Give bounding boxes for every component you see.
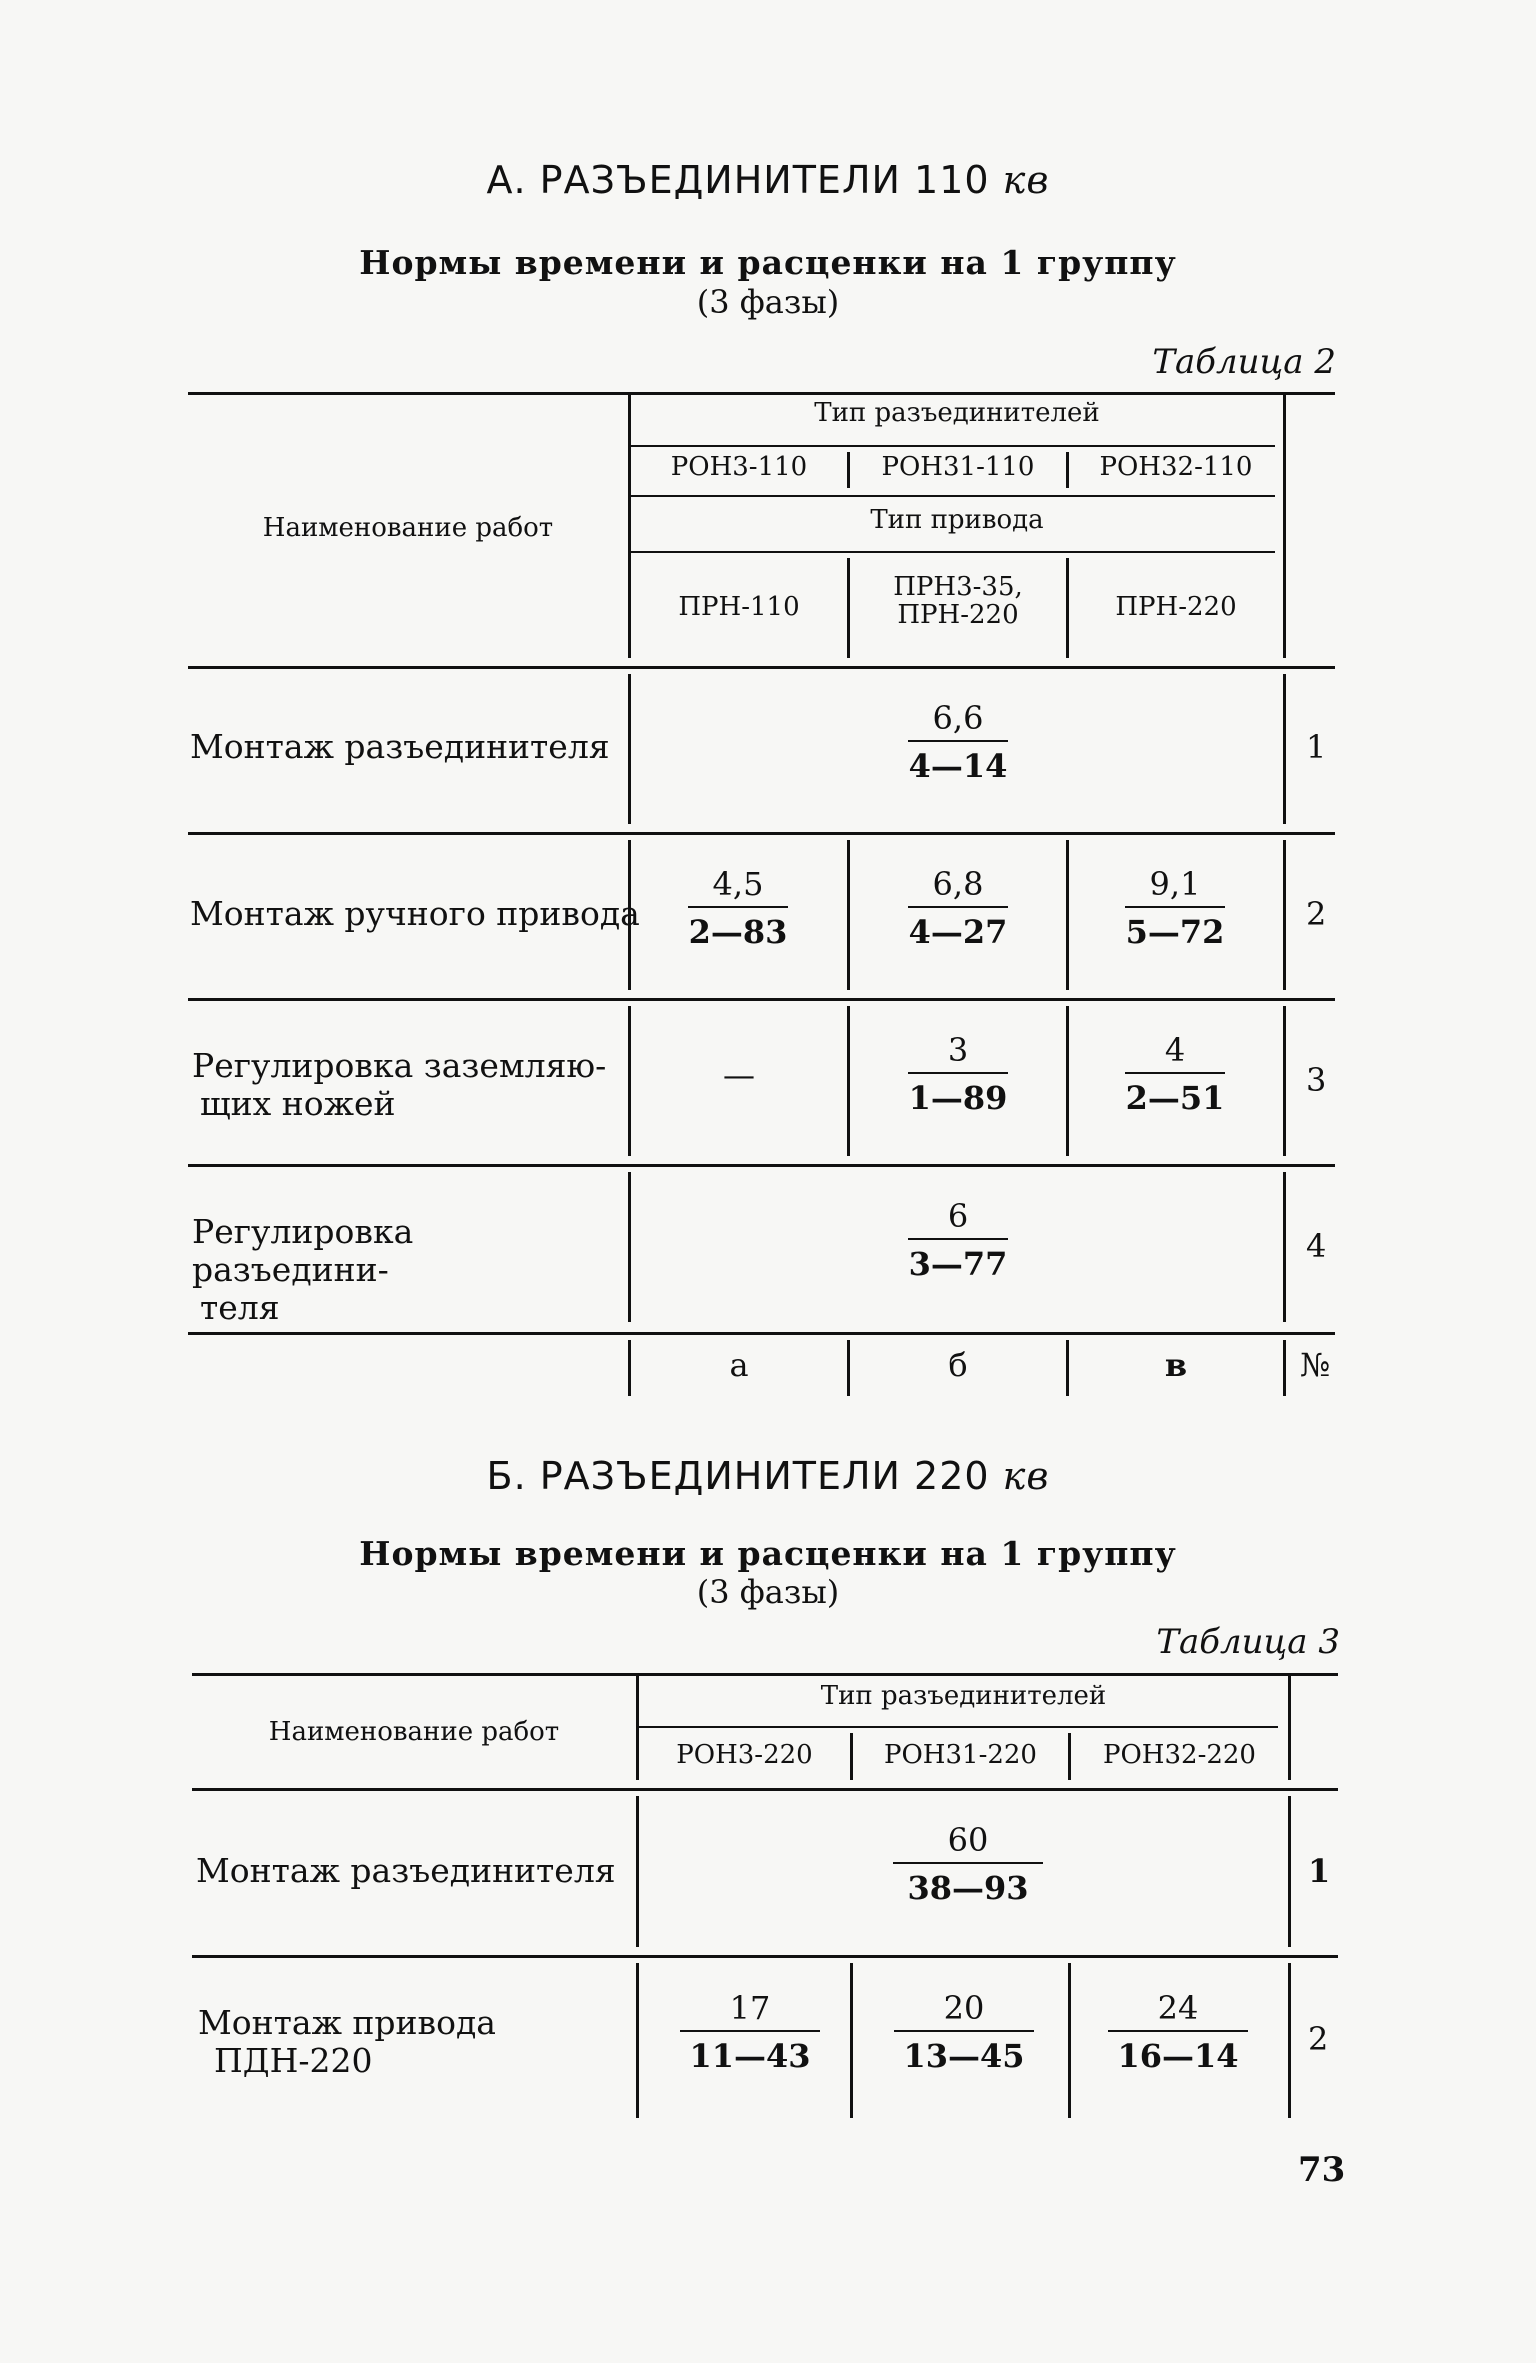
row-work-name: Монтаж ручного привода xyxy=(190,894,640,933)
type-col-b: РОН31-220 xyxy=(884,1740,1037,1770)
norm-cell: $\frac{20}{13—45}$ xyxy=(894,1986,1034,2080)
drive-type-header: Тип привода xyxy=(870,505,1044,535)
norm-cell: $\frac{9,1}{5—72}$ xyxy=(1125,862,1225,956)
norm-cell: $\frac{4}{2—51}$ xyxy=(1125,1028,1225,1122)
work-name-header: Наименование работ xyxy=(268,1717,560,1747)
section-a-subtitle: Нормы времени и расценки на 1 группу xyxy=(359,243,1177,282)
row-number: 1 xyxy=(1306,728,1327,766)
work-name-header: Наименование работ xyxy=(262,513,554,543)
column-id-a: а xyxy=(729,1346,749,1384)
table-2-label: Таблица 2 xyxy=(1152,342,1336,382)
column-id-b: б xyxy=(948,1346,968,1384)
type-col-b: РОН31-110 xyxy=(881,452,1035,482)
norm-cell: $\frac{3}{1—89}$ xyxy=(908,1028,1008,1122)
row-number: 1 xyxy=(1308,1852,1331,1890)
row-work-name: Монтаж привода ПДН-220 xyxy=(198,2003,496,2080)
disconnector-type-header: Тип разъединителей xyxy=(814,398,1100,428)
row-work-name: Регулировка разъедини- теля xyxy=(192,1212,414,1327)
table-3-label: Таблица 3 xyxy=(1156,1622,1340,1662)
drive-col-b: ПРН3-35, ПРН-220 xyxy=(893,572,1023,630)
column-id-number: № xyxy=(1300,1346,1331,1384)
drive-col-a: ПРН-110 xyxy=(678,592,800,622)
type-col-a: РОН3-220 xyxy=(676,1740,813,1770)
type-col-c: РОН32-220 xyxy=(1103,1740,1256,1770)
norm-cell: $\frac{24}{16—14}$ xyxy=(1108,1986,1248,2080)
row-number: 3 xyxy=(1306,1061,1327,1099)
norm-cell: $\frac{17}{11—43}$ xyxy=(680,1986,820,2080)
norm-cell: $\frac{6,8}{4—27}$ xyxy=(908,862,1008,956)
empty-cell-dash: — xyxy=(723,1056,755,1094)
row-work-name: Монтаж разъединителя xyxy=(196,1851,616,1890)
section-b-subtitle-phases: (3 фазы) xyxy=(696,1573,840,1611)
norm-cell: $\frac{4,5}{2—83}$ xyxy=(688,862,788,956)
type-col-a: РОН3-110 xyxy=(670,452,808,482)
unit-kv: кв xyxy=(1002,158,1050,202)
row-work-name: Монтаж разъединителя xyxy=(190,727,610,766)
unit-kv: кв xyxy=(1002,1454,1050,1498)
section-b-title: Б. РАЗЪЕДИНИТЕЛИ 220 кв xyxy=(486,1454,1050,1498)
norm-cell: $\frac{60}{38—93}$ xyxy=(893,1818,1043,1912)
section-b-subtitle: Нормы времени и расценки на 1 группу xyxy=(359,1534,1177,1573)
norm-cell: $\frac{6,6}{4—14}$ xyxy=(908,696,1008,790)
page-number: 73 xyxy=(1298,2150,1346,2190)
section-a-subtitle-phases: (3 фазы) xyxy=(696,283,840,321)
row-number: 2 xyxy=(1308,2020,1329,2058)
row-work-name: Регулировка заземляю- щих ножей xyxy=(192,1046,607,1123)
row-number: 2 xyxy=(1306,895,1327,933)
column-id-c: в xyxy=(1164,1346,1188,1384)
norm-cell: $\frac{6}{3—77}$ xyxy=(908,1194,1008,1288)
disconnector-type-header: Тип разъединителей xyxy=(820,1681,1107,1711)
type-col-c: РОН32-110 xyxy=(1099,452,1253,482)
section-a-title: А. РАЗЪЕДИНИТЕЛИ 110 кв xyxy=(486,158,1050,202)
drive-col-c: ПРН-220 xyxy=(1115,592,1237,622)
row-number: 4 xyxy=(1306,1227,1327,1265)
